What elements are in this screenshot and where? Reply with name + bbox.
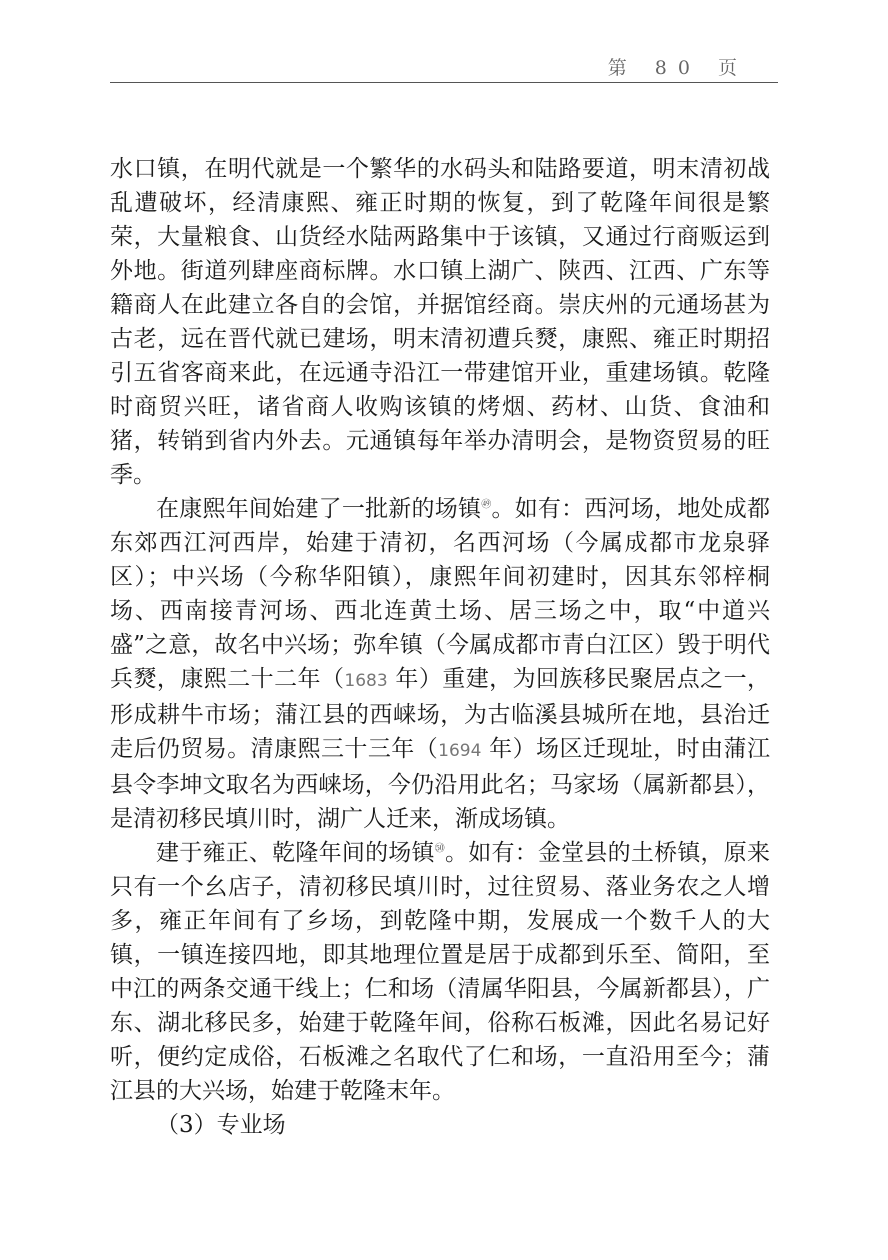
- section-heading: （3）专业场: [156, 1112, 286, 1138]
- paragraph-kangxi-towns: [110, 492, 770, 836]
- paragraph-text: 年）场区迁现址，时由蒲江县令李坤文取名为西崃场，今仍沿用此名；马家场（属新都县），是清初移民填川时，湖广人迁来，渐成场镇。: [110, 736, 771, 832]
- page-header: [110, 50, 778, 80]
- paragraph-text: 年）重建，为回族移民聚居点之一，形成耕牛市场；蒲江县的西崃场，为古临溪县城所在地，县治迁走后仍贸易。清康熙三十三年（: [110, 666, 771, 762]
- year-number: 1683: [344, 671, 388, 691]
- footnote-marker: ㊾: [481, 499, 492, 511]
- footnote-marker: ㊿: [434, 843, 446, 855]
- paragraph-text: 。如有：金堂县的土桥镇，原来只有一个幺店子，清初移民填川时，过往贸易、落业务农之人增多，雍正年间有了乡场，到乾隆中期，发展成一个数千人的大镇，一镇连接四地，即其地理位置是居于成都到乐至、简阳，至中江的两条交通干线上；仁和场（清属华阳县，今属新都县），广东、湖北移民多，始建于乾隆年间，俗称石板滩，因此名易记好听，便约定成俗，石板滩之名取代了仁和场，一直沿用至今；蒲江县的大兴场，始建于乾隆末年。: [110, 840, 771, 1104]
- paragraph-text: 在康熙年间始建了一批新的场镇: [156, 496, 482, 522]
- header-divider: [110, 82, 778, 83]
- page-number: 第 80 页: [607, 57, 748, 79]
- paragraph-shuikou-yuantong: 水口镇，在明代就是一个繁华的水码头和陆路要道，明末清初战乱遭破坏，经清康熙、雍正时期的恢复，到了乾隆年间很是繁荣，大量粮食、山货经水陆两路集中于该镇，又通过行商贩运到外地。街道列肆座商标牌。水口镇上湖广、陕西、江西、广东等籍商人在此建立各自的会馆，并据馆经商。崇庆州的元通场甚为古老，远在晋代就已建场，明末清初遭兵燹，康熙、雍正时期招引五省客商来此，在远通寺沿江一带建馆开业，重建场镇。乾隆时商贸兴旺，诸省商人收购该镇的烤烟、药材、山货、食油和猪，转销到省内外去。元通镇每年举办清明会，是物资贸易的旺季。: [110, 156, 770, 488]
- paragraph-text: 建于雍正、乾隆年间的场镇: [156, 840, 435, 866]
- paragraph-text: 。如有：西河场，地处成都东郊西江河西岸，始建于清初，名西河场（今属成都市龙泉驿区）；中兴场（今称华阳镇），康熙年间初建时，因其东邻梓桐场、西南接青河场、西北连黄土场、居三场之中，取“中道兴盛”之意，故名中兴场；弥牟镇（今属成都市青白江区）毁于明代兵燹，康熙二十二年（: [110, 496, 771, 692]
- body-text: [110, 152, 770, 1142]
- paragraph-yongzheng-qianlong-towns: [110, 836, 770, 1108]
- year-number: 1694: [438, 741, 482, 761]
